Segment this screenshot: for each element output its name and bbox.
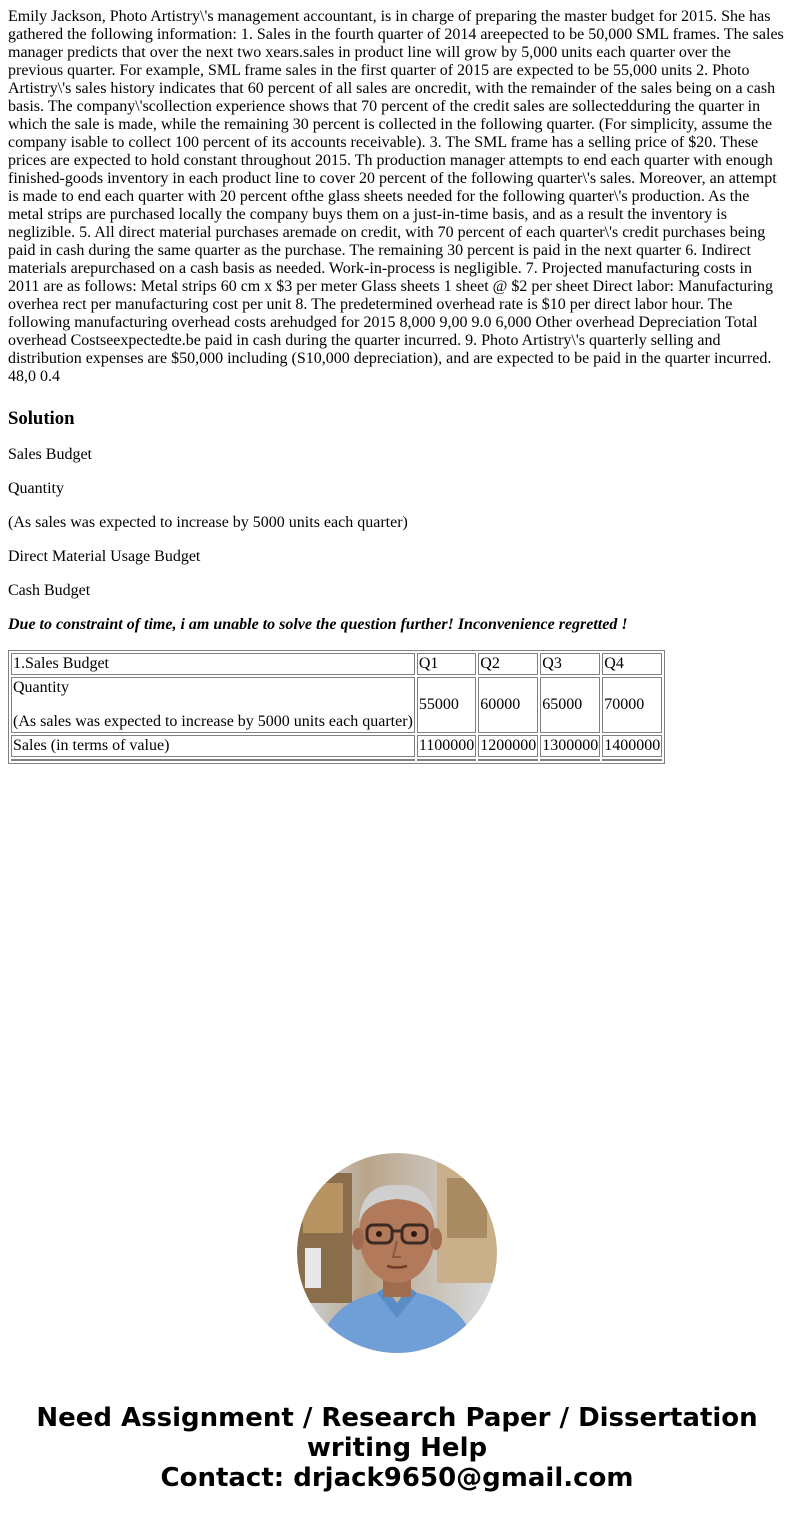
constraint-note: Due to constraint of time, i am unable to solve the question further! Inconvenience regretted !	[8, 616, 628, 633]
quantity-label: Quantity	[8, 480, 64, 497]
footer-contact: Contact: drjack9650@gmail.com	[160, 1463, 634, 1493]
quantity-value-cell: 60000	[478, 677, 538, 733]
table-header-cell: Q3	[540, 653, 600, 675]
cash-budget-label: Cash Budget	[8, 582, 91, 599]
sales-budget-label: Sales Budget	[8, 446, 92, 463]
sales-value-cell: 1300000	[540, 735, 600, 757]
table-empty-row	[11, 759, 662, 761]
sales-value-cell: 1400000	[602, 735, 662, 757]
quantity-value-cell: 65000	[540, 677, 600, 733]
quantity-cell	[11, 677, 415, 733]
quantity-cell-label: Quantity	[13, 679, 69, 696]
quantity-cell-note: (As sales was expected to increase by 5000 units each quarter)	[13, 713, 413, 730]
sales-value-cell: 1200000	[478, 735, 538, 757]
author-photo	[297, 1153, 497, 1353]
table-row-quantity	[11, 677, 662, 733]
empty-cell	[417, 759, 476, 761]
sales-label-cell: Sales (in terms of value)	[11, 735, 415, 757]
question-text: Emily Jackson, Photo Artistry\'s management accountant, is in charge of preparing the master budget for 2015. She has gathered the following information: 1. Sales in the fourth quarter of 2014 areepected to be 50,000 SML frames. The sales manager predicts that over the next two xears.sales in product line will grow by 5,000 units each quarter over the previous quarter. For example, SML frame sales in the first quarter of 2015 are expected to be 55,000 units 2. Photo Artistry\'s sales history indicates that 60 percent of all sales are oncredit, with the remainder of the sales being on a cash basis. The company\'scollection experience shows that 70 percent of the credit sales are sollectedduring the quarter in which the sale is made, while the remaining 30 percent is collected in the following quarter. (For simplicity, assume the company isable to collect 100 percent of its accounts receivable). 3. The SML frame has a selling price of $20. These prices are expected to hold constant throughout 2015. Th production manager attempts to end each quarter with enough finished-goods inventory in each product line to cover 20 percent of the following quarter\'s sales. Moreover, an attempt is made to end each quarter with 20 percent ofthe glass sheets needed for the following quarter\'s production. As the metal strips are purchased locally the company buys them on a just-in-time basis, and as a result the inventory is neglizible. 5. All direct material purchases aremade on credit, with 70 percent of each quarter\'s credit purchases being paid in cash during the same quarter as the purchase. The remaining 30 percent is paid in the next quarter 6. Indirect materials arepurchased on a cash basis as needed. Work-in-process is negligible. 7. Projected manufacturing costs in 2011 are as follows: Metal strips 60 cm x $3 per meter Glass sheets 1 sheet @ $2 per sheet Direct labor: Manufacturing overhea rect per manufacturing cost per unit 8. The predetermined overhead rate is $10 per direct labor hour. The following manufacturing overhead costs arehudged for 2015 8,000 9,00 9.0 6,000 Other overhead Depreciation Total overhead Costseexpectedte.be paid in cash during the quarter incurred. 9. Photo Artistry\'s quarterly selling and distribution expenses are $50,000 including (S10,000 depreciation), and are expected to be paid in the quarter incurred. 48,0 0.4	[8, 8, 784, 385]
direct-material-label: Direct Material Usage Budget	[8, 548, 201, 565]
empty-cell	[602, 759, 662, 761]
table-header-cell: Q4	[602, 653, 662, 675]
footer-line-1: Need Assignment / Research Paper / Dissertation	[36, 1403, 758, 1433]
quantity-value-cell: 70000	[602, 677, 662, 733]
table-header-cell: Q2	[478, 653, 538, 675]
quantity-value-cell: 55000	[417, 677, 476, 733]
page-content	[8, 8, 786, 764]
sales-budget-table	[8, 650, 665, 764]
empty-cell	[540, 759, 600, 761]
sales-value-cell: 1100000	[417, 735, 476, 757]
empty-cell	[11, 759, 415, 761]
table-header-row	[11, 653, 662, 675]
author-photo-illustration	[297, 1153, 497, 1353]
table-header-cell: Q1	[417, 653, 476, 675]
footer-line-2: writing Help	[306, 1433, 488, 1463]
empty-cell	[478, 759, 538, 761]
increase-note: (As sales was expected to increase by 5000 units each quarter)	[8, 514, 408, 531]
solution-heading: Solution	[8, 408, 75, 429]
footer-banner	[0, 1403, 794, 1493]
table-row-sales	[11, 735, 662, 757]
table-header-cell: 1.Sales Budget	[11, 653, 415, 675]
